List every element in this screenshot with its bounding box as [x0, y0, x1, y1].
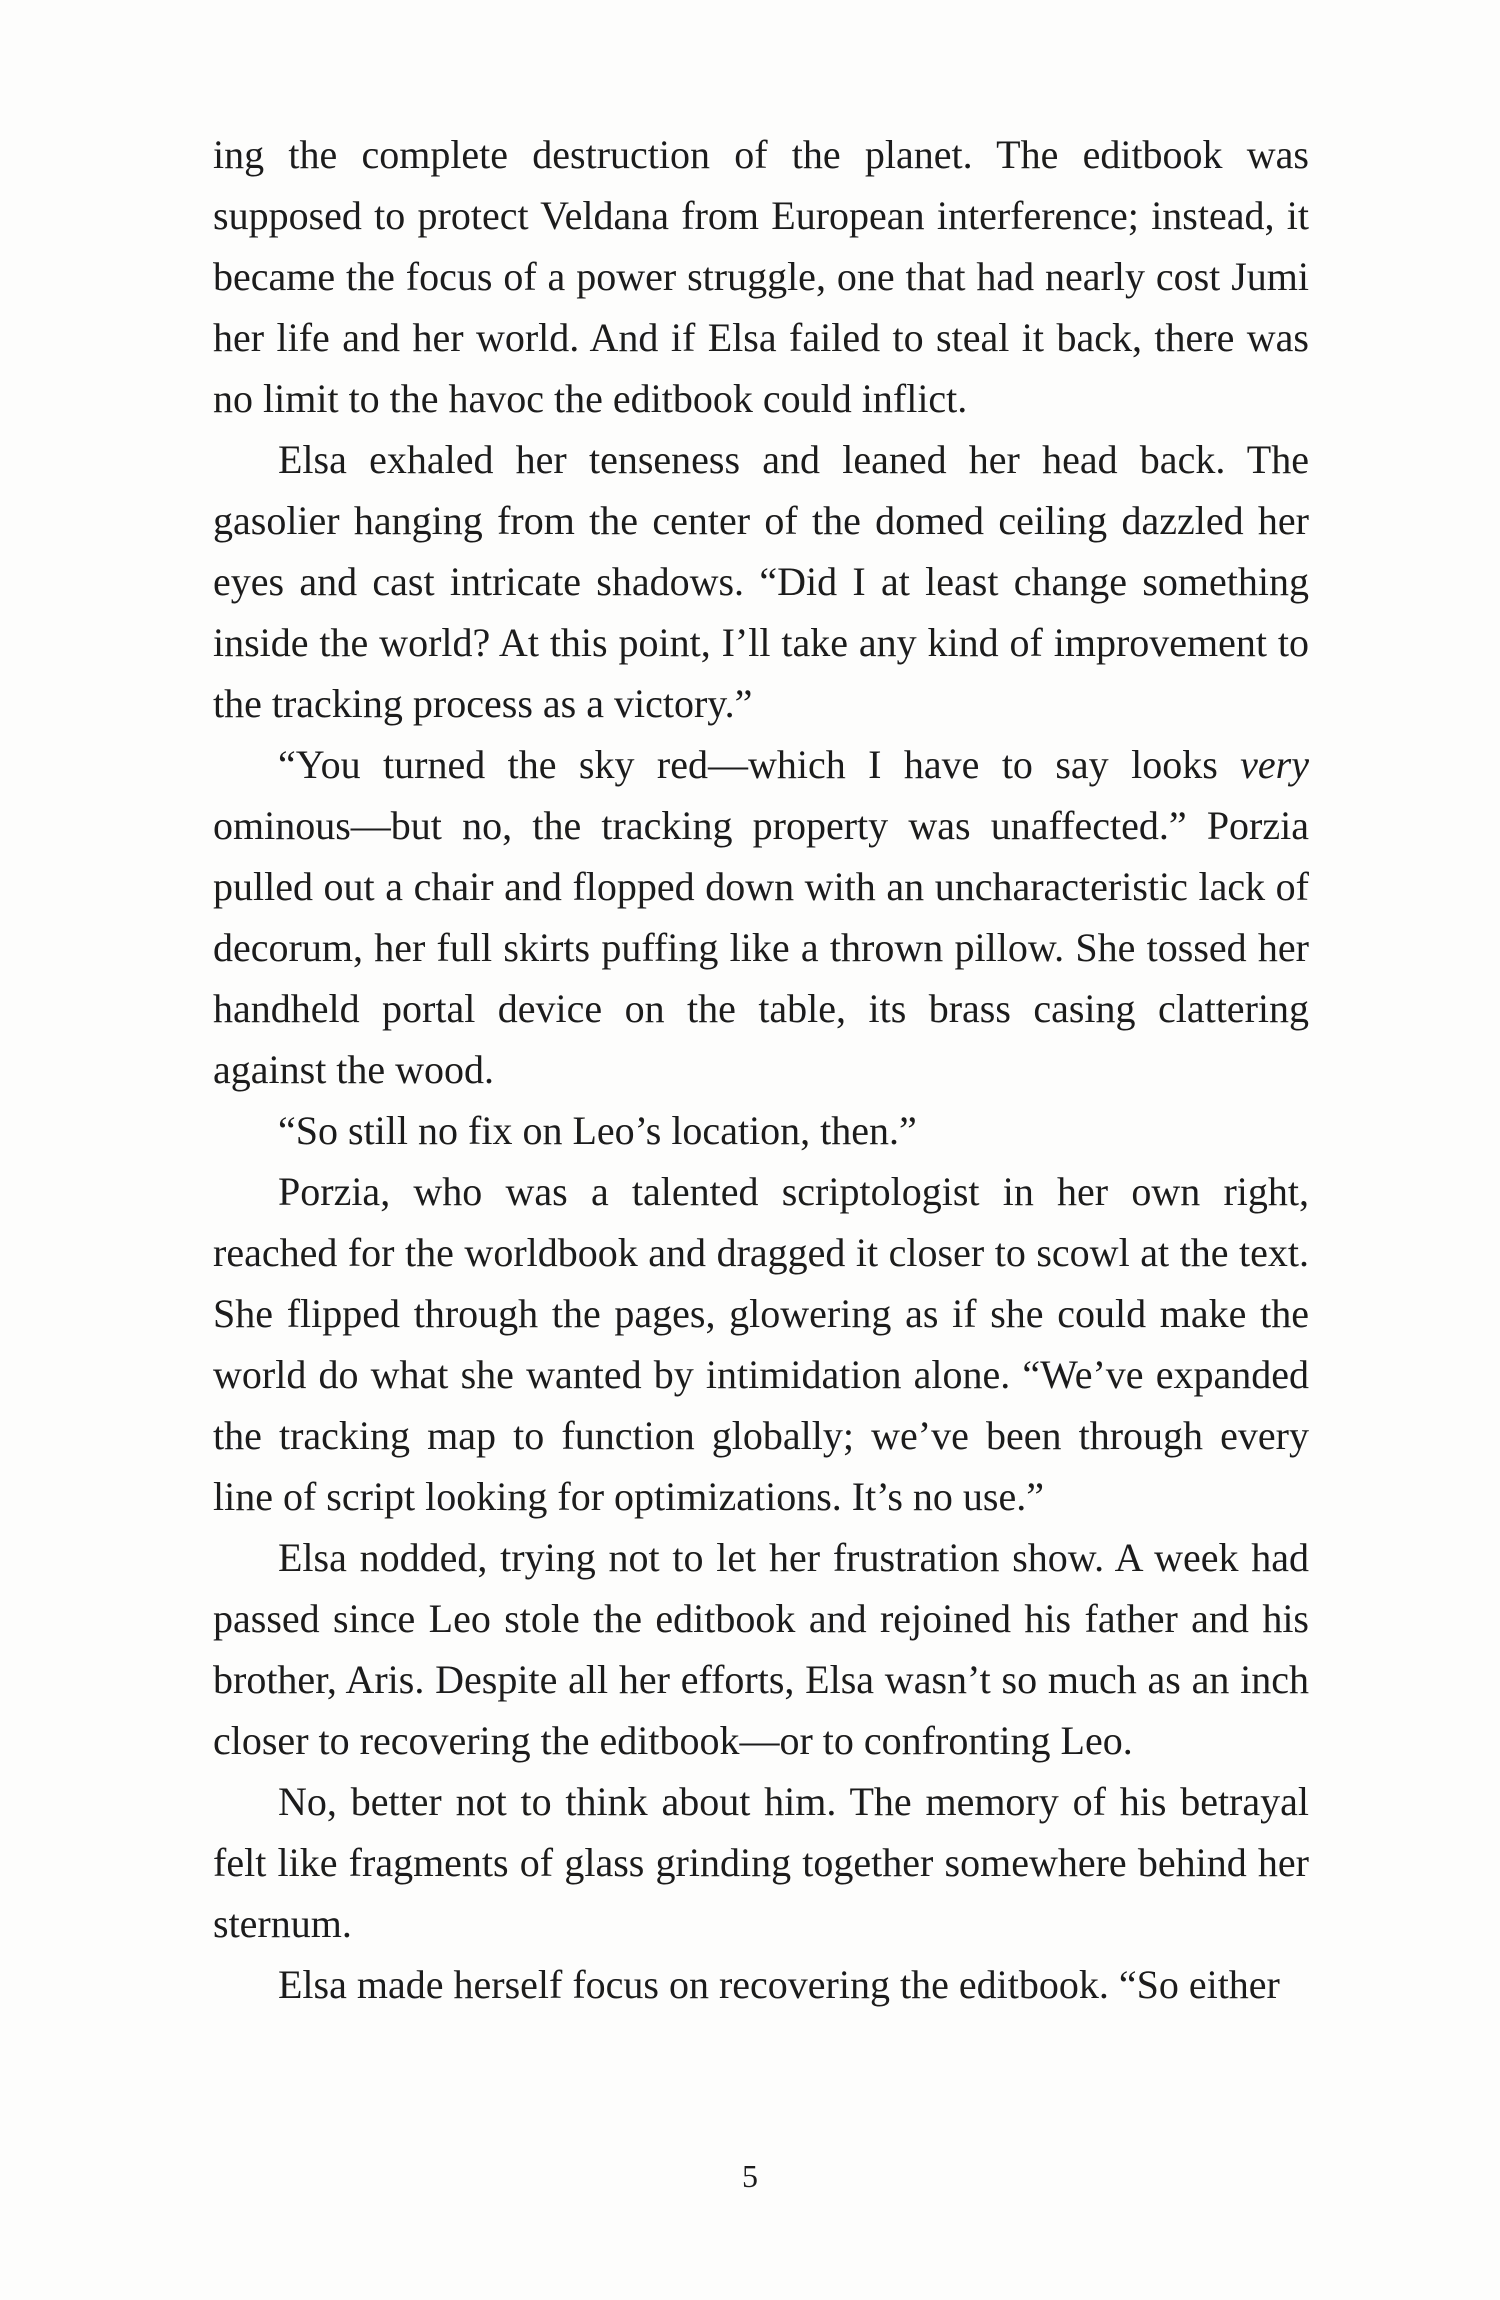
- paragraph-1: ing the complete destruction of the planet. The editbook was supposed to protect Veldana from European interference; instead, it became the focus of a power struggle, one that had nearly cost Jumi her life and her world. And if Elsa failed to steal it back, there was no limit to the havoc the editbook could inflict.: [213, 132, 1309, 421]
- paragraph-5: Porzia, who was a talented scriptologist in her own right, reached for the worldbook and dragged it closer to scowl at the text. She flipped through the pages, glowering as if she could make the world do what she wanted by intimidation alone. “We’ve expanded the tracking map to function globally; we’ve been through every line of script looking for optimizations. It’s no use.”: [213, 1169, 1309, 1519]
- paragraph-6: Elsa nodded, trying not to let her frustration show. A week had passed since Leo stole the editbook and rejoined his father and his brother, Aris. Despite all her efforts, Elsa wasn’t so much as an inch closer to recovering the editbook—or to confronting Leo.: [213, 1535, 1309, 1763]
- body-text: [213, 124, 1309, 2015]
- paragraph-3-emphasis: very: [1240, 742, 1309, 787]
- paragraph-7: No, better not to think about him. The memory of his betrayal felt like fragments of glass grinding together somewhere behind her sternum.: [213, 1779, 1309, 1946]
- paragraph-8: Elsa made herself focus on recovering the editbook. “So either: [278, 1962, 1280, 2007]
- paragraph-3-after: ominous—but no, the tracking property was unaffected.” Porzia pulled out a chair and flopped down with an uncharacteristic lack of decorum, her full skirts puffing like a thrown pillow. She tossed her handheld portal device on the table, its brass casing clattering against the wood.: [213, 803, 1309, 1092]
- page-number: 5: [742, 2158, 758, 2194]
- paragraph-2: Elsa exhaled her tenseness and leaned her head back. The gasolier hanging from the center of the domed ceiling dazzled her eyes and cast intricate shadows. “Did I at least change something inside the world? At this point, I’ll take any kind of improvement to the tracking process as a victory.”: [213, 437, 1309, 726]
- paragraph-3: [213, 734, 1309, 1100]
- paragraph-3-before: “You turned the sky red—which I have to say looks: [278, 742, 1241, 787]
- paragraph-4: “So still no fix on Leo’s location, then.”: [278, 1108, 917, 1153]
